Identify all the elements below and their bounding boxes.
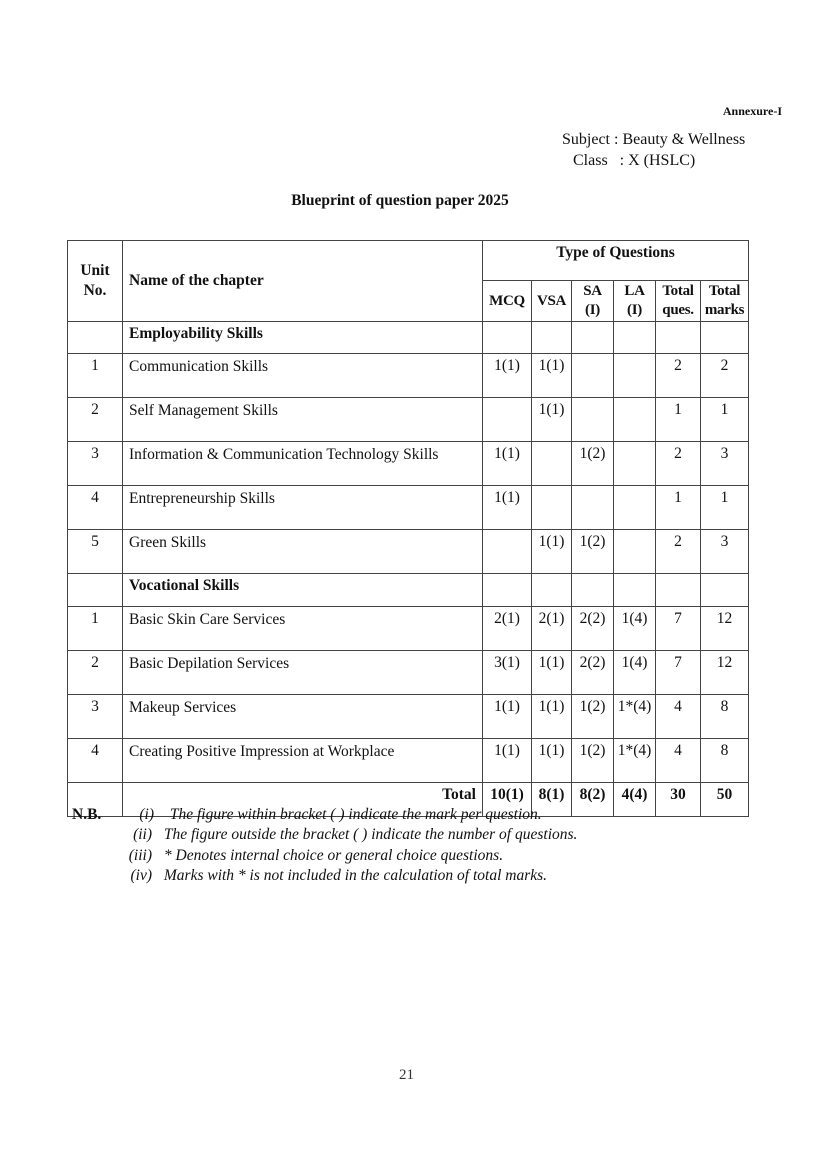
empty-cell <box>701 574 749 607</box>
header-total-ques-line2: ques. <box>662 302 694 318</box>
total-marks-cell: 1 <box>701 486 749 530</box>
sa-cell <box>572 354 614 398</box>
total-marks-cell: 12 <box>701 607 749 651</box>
total-marks-cell: 8 <box>701 739 749 783</box>
chapter-cell: Communication Skills <box>123 354 483 398</box>
empty-cell <box>572 574 614 607</box>
header-mcq-label: MCQ <box>489 292 525 309</box>
empty-cell <box>656 574 701 607</box>
mcq-cell <box>483 398 532 442</box>
la-cell: 1(4) <box>614 607 656 651</box>
la-cell <box>614 530 656 574</box>
chapter-cell: Creating Positive Impression at Workplace <box>123 739 483 783</box>
header-total-ques-line1: Total <box>662 283 694 299</box>
empty-cell <box>701 322 749 354</box>
vsa-cell <box>532 442 572 486</box>
header-la-line2: (I) <box>627 302 642 318</box>
la-cell: 1*(4) <box>614 695 656 739</box>
table-row <box>68 739 749 783</box>
total-ques-cell: 1 <box>656 486 701 530</box>
unit-cell: 1 <box>68 607 123 651</box>
total-ques-cell: 2 <box>656 354 701 398</box>
total-marks-cell: 3 <box>701 530 749 574</box>
sa-cell <box>572 486 614 530</box>
total-marks-sum-cell: 50 <box>701 783 749 817</box>
unit-cell: 3 <box>68 442 123 486</box>
vsa-cell <box>532 486 572 530</box>
mcq-cell: 1(1) <box>483 354 532 398</box>
total-ques-cell: 1 <box>656 398 701 442</box>
header-la-line1: LA <box>624 283 645 299</box>
empty-cell <box>483 322 532 354</box>
total-marks-cell: 1 <box>701 398 749 442</box>
total-marks-cell: 3 <box>701 442 749 486</box>
chapter-cell: Basic Skin Care Services <box>123 607 483 651</box>
table-row <box>68 651 749 695</box>
header-vsa <box>532 281 572 322</box>
vsa-cell: 1(1) <box>532 739 572 783</box>
sa-cell: 1(2) <box>572 739 614 783</box>
chapter-cell: Self Management Skills <box>123 398 483 442</box>
table-row <box>68 442 749 486</box>
empty-cell <box>483 574 532 607</box>
section-unit-cell <box>68 574 123 607</box>
section-title: Employability Skills <box>123 322 483 354</box>
chapter-cell: Entrepreneurship Skills <box>123 486 483 530</box>
total-mcq-cell: 10(1) <box>483 783 532 817</box>
total-la-cell: 4(4) <box>614 783 656 817</box>
note-item <box>126 826 577 844</box>
note-text: Marks with * is not included in the calculation of total marks. <box>163 867 548 884</box>
unit-cell: 5 <box>68 530 123 574</box>
unit-cell: 3 <box>68 695 123 739</box>
header-unit-line1: Unit <box>80 262 110 279</box>
mcq-cell: 1(1) <box>483 442 532 486</box>
page-title: Blueprint of question paper 2025 <box>291 192 509 209</box>
la-cell <box>614 442 656 486</box>
note-item <box>122 847 503 865</box>
header-sa-line2: (I) <box>585 302 600 318</box>
note-text: * Denotes internal choice or general choice questions. <box>163 847 504 864</box>
empty-cell <box>614 322 656 354</box>
note-number: (iv) <box>130 867 152 884</box>
la-cell <box>614 486 656 530</box>
class-line: Class : X (HSLC) <box>573 152 696 169</box>
total-ques-cell: 4 <box>656 695 701 739</box>
total-ques-cell: 7 <box>656 651 701 695</box>
mcq-cell: 1(1) <box>483 739 532 783</box>
note-number: (i) <box>139 806 154 823</box>
sa-cell <box>572 398 614 442</box>
note-number: (ii) <box>133 826 152 843</box>
header-unit-no <box>68 241 123 322</box>
la-cell: 1*(4) <box>614 739 656 783</box>
section-unit-cell <box>68 322 123 354</box>
mcq-cell: 2(1) <box>483 607 532 651</box>
note-item <box>134 806 542 824</box>
la-cell <box>614 398 656 442</box>
header-total-marks <box>701 281 749 322</box>
subject-line: Subject : Beauty & Wellness <box>562 131 746 148</box>
notes-label: N.B. <box>72 806 102 823</box>
note-item <box>126 867 547 885</box>
table-row <box>68 695 749 739</box>
vsa-cell: 2(1) <box>532 607 572 651</box>
vsa-cell: 1(1) <box>532 354 572 398</box>
vsa-cell: 1(1) <box>532 398 572 442</box>
header-total-ques <box>656 281 701 322</box>
header-sa <box>572 281 614 322</box>
header-vsa-label: VSA <box>536 292 567 309</box>
total-marks-cell: 2 <box>701 354 749 398</box>
header-mcq <box>483 281 532 322</box>
total-ques-cell: 7 <box>656 607 701 651</box>
table-row <box>68 530 749 574</box>
page-number: 21 <box>399 1067 414 1083</box>
table-row <box>68 607 749 651</box>
empty-cell <box>532 574 572 607</box>
chapter-cell: Basic Depilation Services <box>123 651 483 695</box>
sa-cell: 1(2) <box>572 695 614 739</box>
section-row-vocational <box>68 574 749 607</box>
total-marks-cell: 12 <box>701 651 749 695</box>
header-la <box>614 281 656 322</box>
table-row <box>68 398 749 442</box>
table-row <box>68 486 749 530</box>
note-text: The figure within bracket ( ) indicate the mark per question. <box>169 806 542 823</box>
empty-cell <box>614 574 656 607</box>
sa-cell: 1(2) <box>572 530 614 574</box>
header-chapter-name: Name of the chapter <box>123 241 483 322</box>
unit-cell: 4 <box>68 739 123 783</box>
section-title: Vocational Skills <box>123 574 483 607</box>
header-sa-line1: SA <box>583 283 602 299</box>
section-row-employability <box>68 322 749 354</box>
vsa-cell: 1(1) <box>532 695 572 739</box>
empty-cell <box>532 322 572 354</box>
unit-cell: 2 <box>68 651 123 695</box>
vsa-cell: 1(1) <box>532 530 572 574</box>
unit-cell: 4 <box>68 486 123 530</box>
total-vsa-cell: 8(1) <box>532 783 572 817</box>
header-total-marks-line1: Total <box>708 283 741 299</box>
total-ques-cell: 2 <box>656 442 701 486</box>
sa-cell: 2(2) <box>572 651 614 695</box>
total-label: Total <box>123 783 483 817</box>
blueprint-table <box>67 240 749 817</box>
note-number: (iii) <box>128 847 152 864</box>
total-ques-cell: 2 <box>656 530 701 574</box>
empty-cell <box>656 322 701 354</box>
header-unit-line2: No. <box>83 282 107 299</box>
mcq-cell: 1(1) <box>483 486 532 530</box>
total-ques-cell: 4 <box>656 739 701 783</box>
header-type-of-questions: Type of Questions <box>483 241 749 281</box>
unit-cell: 2 <box>68 398 123 442</box>
header-total-marks-line2: marks <box>704 302 745 318</box>
chapter-cell: Green Skills <box>123 530 483 574</box>
mcq-cell: 1(1) <box>483 695 532 739</box>
note-text: The figure outside the bracket ( ) indicate the number of questions. <box>163 826 578 843</box>
sa-cell: 1(2) <box>572 442 614 486</box>
vsa-cell: 1(1) <box>532 651 572 695</box>
la-cell: 1(4) <box>614 651 656 695</box>
la-cell <box>614 354 656 398</box>
empty-cell <box>572 322 614 354</box>
total-sa-cell: 8(2) <box>572 783 614 817</box>
unit-cell: 1 <box>68 354 123 398</box>
mcq-cell: 3(1) <box>483 651 532 695</box>
annexure-label: Annexure-I <box>722 104 782 118</box>
chapter-cell: Information & Communication Technology Skills <box>123 442 483 486</box>
chapter-cell: Makeup Services <box>123 695 483 739</box>
total-marks-cell: 8 <box>701 695 749 739</box>
table-row <box>68 354 749 398</box>
sa-cell: 2(2) <box>572 607 614 651</box>
total-ques-sum-cell: 30 <box>656 783 701 817</box>
mcq-cell <box>483 530 532 574</box>
